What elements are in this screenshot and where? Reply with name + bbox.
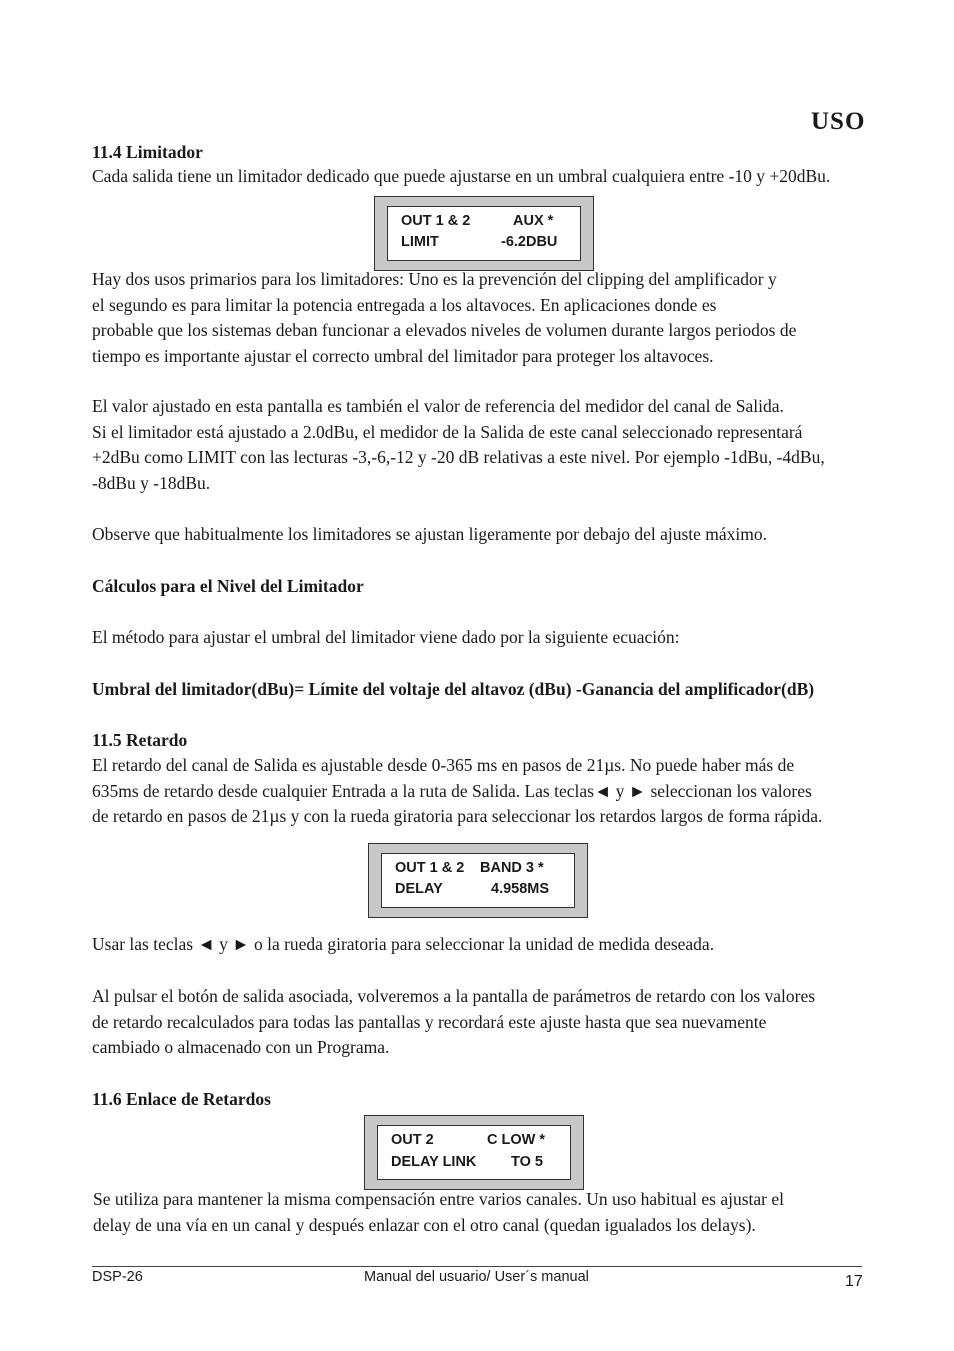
lcd-display-limiter: [374, 196, 594, 271]
text-line: El retardo del canal de Salida es ajustable desde 0-365 ms en pasos de 21µs. No puede haber más de: [92, 755, 795, 775]
footer-divider: [92, 1266, 862, 1267]
text-line: 635ms de retardo desde cualquier Entrada a la ruta de Salida. Las teclas◄ y ► seleccionan los valores: [92, 780, 812, 801]
limiter-equation: Umbral del limitador(dBu)= Límite del voltaje del altavoz (dBu) -Ganancia del amplificador(dB): [92, 679, 815, 699]
text-line: delay de una vía en un canal y después enlazar con el otro canal (quedan igualados los delays).: [93, 1214, 756, 1235]
link-paragraph: [93, 1187, 784, 1238]
text-line: Al pulsar el botón de salida asociada, volveremos a la pantalla de parámetros de retardo con los valores: [92, 986, 816, 1006]
lcd-line1-left: OUT 1 & 2: [401, 213, 471, 229]
text-line: el segundo es para limitar la potencia entregada a los altavoces. En aplicaciones donde es: [92, 294, 717, 315]
limiter-paragraph-3: Observe que habitualmente los limitadores se ajustan ligeramente por debajo del ajuste máximo.: [92, 524, 768, 544]
limiter-paragraph-1: [92, 267, 796, 369]
lcd-screen: [381, 853, 575, 908]
text-line: de retardo recalculados para todas las pantallas y recordará este ajuste hasta que sea nuevamente: [92, 1011, 767, 1032]
text-line: Hay dos usos primarios para los limitadores: Uno es la prevención del clipping del amplificador y: [92, 269, 777, 289]
limiter-intro: Cada salida tiene un limitador dedicado que puede ajustarse en un umbral cualquiera entre -10 y +20dBu.: [92, 166, 831, 186]
lcd-line1-left: OUT 2: [391, 1132, 434, 1148]
lcd-screen: [387, 206, 581, 261]
text-line: probable que los sistemas deban funcionar a elevados niveles de volumen durante largos periodos de: [92, 320, 797, 340]
section-heading-limiter: 11.4 Limitador: [92, 142, 203, 162]
calc-heading: Cálculos para el Nivel del Limitador: [92, 576, 364, 596]
lcd-line1-right: BAND 3 *: [480, 860, 544, 876]
lcd-line2-left: LIMIT: [401, 234, 439, 250]
lcd-line2-left: DELAY LINK: [391, 1154, 477, 1170]
lcd-line2-right: TO 5: [511, 1154, 543, 1170]
text-line: +2dBu como LIMIT con las lecturas -3,-6,-12 y -20 dB relativas a este nivel. Por ejemplo -1dBu, -4dBu,: [92, 447, 825, 467]
delay-paragraph-1: [92, 753, 822, 830]
section-tag: USO: [811, 108, 866, 135]
page-number: 17: [845, 1273, 863, 1290]
delay-paragraph-3: [92, 984, 815, 1061]
footer-model: DSP-26: [92, 1269, 143, 1285]
limiter-paragraph-2: [92, 394, 825, 496]
delay-paragraph-2: Usar las teclas ◄ y ► o la rueda giratoria para seleccionar la unidad de medida deseada.: [92, 934, 715, 954]
text-line: Se utiliza para mantener la misma compensación entre varios canales. Un uso habitual es ajustar el: [93, 1189, 785, 1209]
lcd-line1-right: AUX *: [513, 213, 554, 229]
section-heading-delay: 11.5 Retardo: [92, 730, 188, 750]
section-heading-link: 11.6 Enlace de Retardos: [92, 1089, 271, 1109]
text-line: cambiado o almacenado con un Programa.: [92, 1037, 390, 1057]
text-line: El valor ajustado en esta pantalla es también el valor de referencia del medidor del canal de Salida.: [92, 396, 784, 416]
lcd-line2-right: -6.2DBU: [501, 234, 558, 250]
text-line: de retardo en pasos de 21µs y con la rueda giratoria para seleccionar los retardos largos de forma rápida.: [92, 806, 823, 826]
footer-manual-title: Manual del usuario/ User´s manual: [364, 1269, 589, 1285]
text-line: Si el limitador está ajustado a 2.0dBu, el medidor de la Salida de este canal seleccionado representará: [92, 421, 803, 442]
calc-text: El método para ajustar el umbral del limitador viene dado por la siguiente ecuación:: [92, 627, 680, 647]
text-line: tiempo es importante ajustar el correcto umbral del limitador para proteger los altavoces.: [92, 345, 714, 366]
lcd-line1-left: OUT 1 & 2: [395, 860, 465, 876]
lcd-screen: [377, 1125, 571, 1180]
lcd-display-link: [364, 1115, 584, 1190]
lcd-line1-right: C LOW *: [487, 1132, 545, 1148]
text-line: -8dBu y -18dBu.: [92, 472, 211, 493]
lcd-line2-left: DELAY: [395, 881, 443, 897]
lcd-display-delay: [368, 843, 588, 918]
lcd-line2-right: 4.958MS: [491, 881, 550, 897]
